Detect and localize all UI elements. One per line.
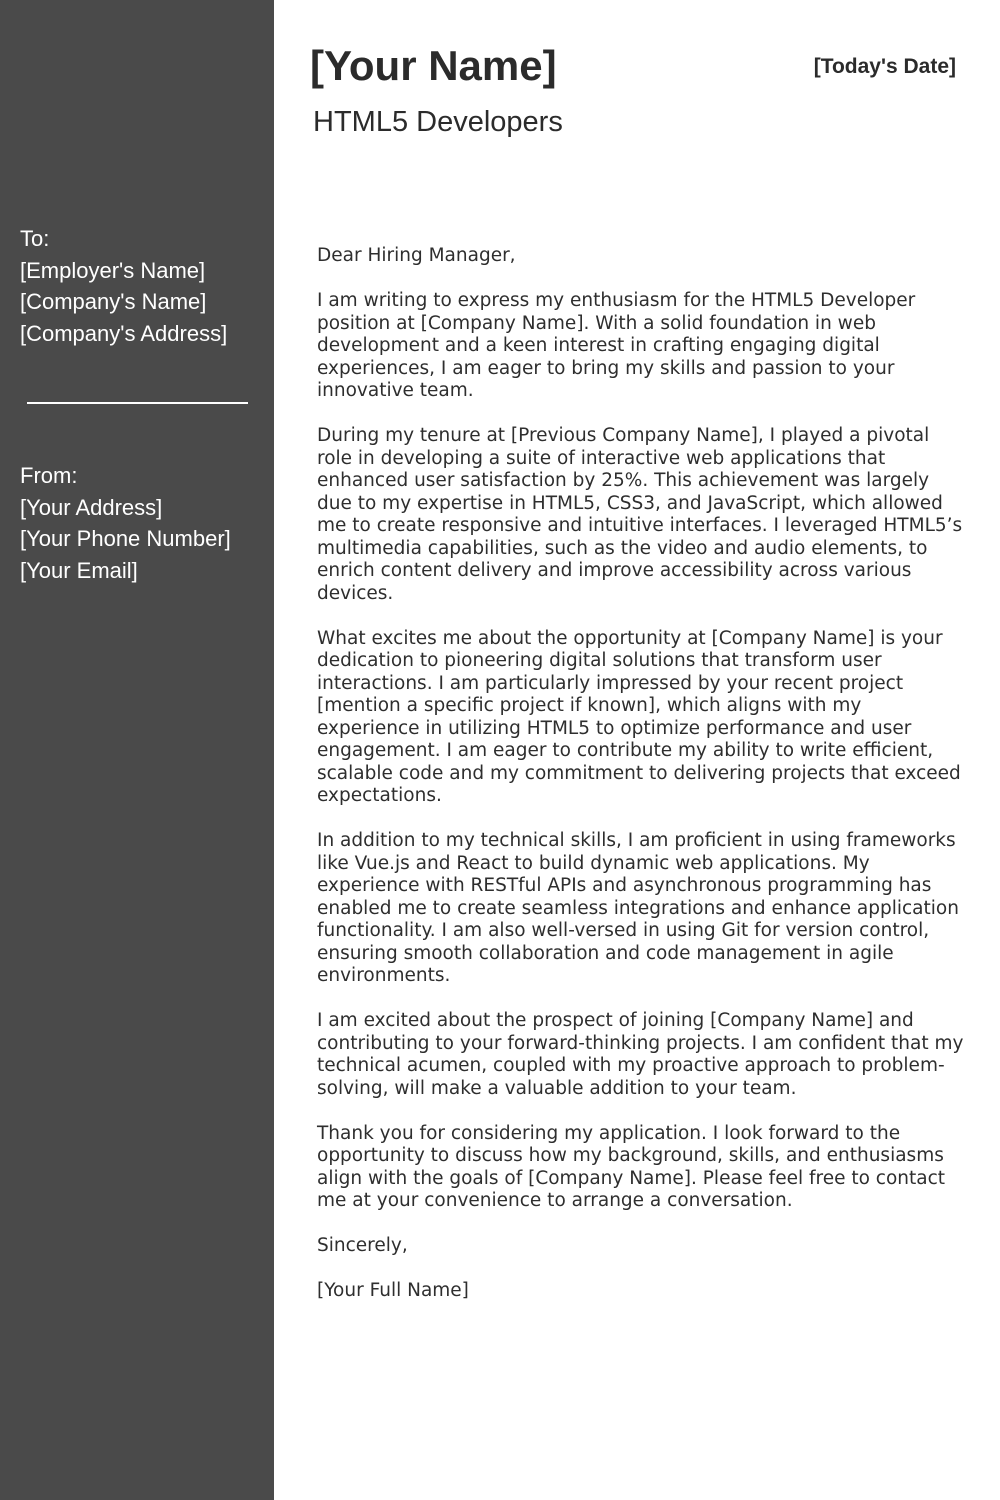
sender-block <box>20 460 231 586</box>
applicant-name: [Your Name] <box>310 42 557 89</box>
company-address: [Company's Address] <box>20 320 228 346</box>
job-title: HTML5 Developers <box>313 106 563 138</box>
employer-name: [Employer's Name] <box>20 257 206 283</box>
letter-body <box>317 245 965 1325</box>
signature: [Your Full Name] <box>317 1280 469 1301</box>
to-label: To: <box>20 226 50 251</box>
letter-paragraph: Thank you for considering my application. I look forward to the opportunity to discuss how my background, skills, and enthusiasms align with the goals of [Company Name]. Please feel free to contact me at your convenience to arrange a conversation. <box>317 1122 946 1211</box>
letter-paragraph: I am writing to express my enthusiasm for the HTML5 Developer position at [Company Name]. With a solid foundation in web development and a keen interest in crafting engaging digital experiences, I am eager to bring my skills and passion to your innovative team. <box>317 290 916 401</box>
company-name: [Company's Name] <box>20 289 207 314</box>
sender-address: [Your Address] <box>20 494 163 520</box>
letter-paragraph: In addition to my technical skills, I am proficient in using frameworks like Vue.js and React to build dynamic web applications. My experience with RESTful APIs and asynchronous programming has enabled me to create seamless integrations and enhance application functionality. I am also well-versed in using Git for version control, ensuring smooth collaboration and code management in agile environments. <box>317 830 959 986</box>
recipient-block <box>20 223 227 349</box>
letter-paragraph: What excites me about the opportunity at [Company Name] is your dedication to pioneering digital solutions that transform user interactions. I am particularly impressed by your recent project [mention a specific project if known], which aligns with my experience in utilizing HTML5 to optimize performance and user engagement. I am eager to contribute my ability to write efficient, scalable code and my commitment to delivering projects that exceed expectations. <box>317 627 961 806</box>
letter-paragraph: During my tenure at [Previous Company Name], I played a pivotal role in developing a suite of interactive web applications that enhanced user satisfaction by 25%. This achievement was largely due to my expertise in HTML5, CSS3, and JavaScript, which allowed me to create responsive and intuitive interfaces. I leveraged HTML5’s multimedia capabilities, such as the video and audio elements, to enrich content delivery and improve accessibility across various devices. <box>317 425 963 604</box>
sidebar-divider <box>27 402 248 404</box>
sidebar <box>0 0 274 1500</box>
letter-date: [Today's Date] <box>813 55 956 78</box>
sender-phone: [Your Phone Number] <box>20 526 231 551</box>
from-label: From: <box>20 463 78 488</box>
sender-email: [Your Email] <box>20 557 138 583</box>
letter-main <box>274 0 1000 1500</box>
salutation: Dear Hiring Manager, <box>317 245 516 266</box>
closing: Sincerely, <box>317 1235 408 1256</box>
letter-paragraph: I am excited about the prospect of joining [Company Name] and contributing to your forward-thinking projects. I am confident that my technical acumen, coupled with my proactive approach to problem-solving, will make a valuable addition to your team. <box>317 1010 964 1099</box>
